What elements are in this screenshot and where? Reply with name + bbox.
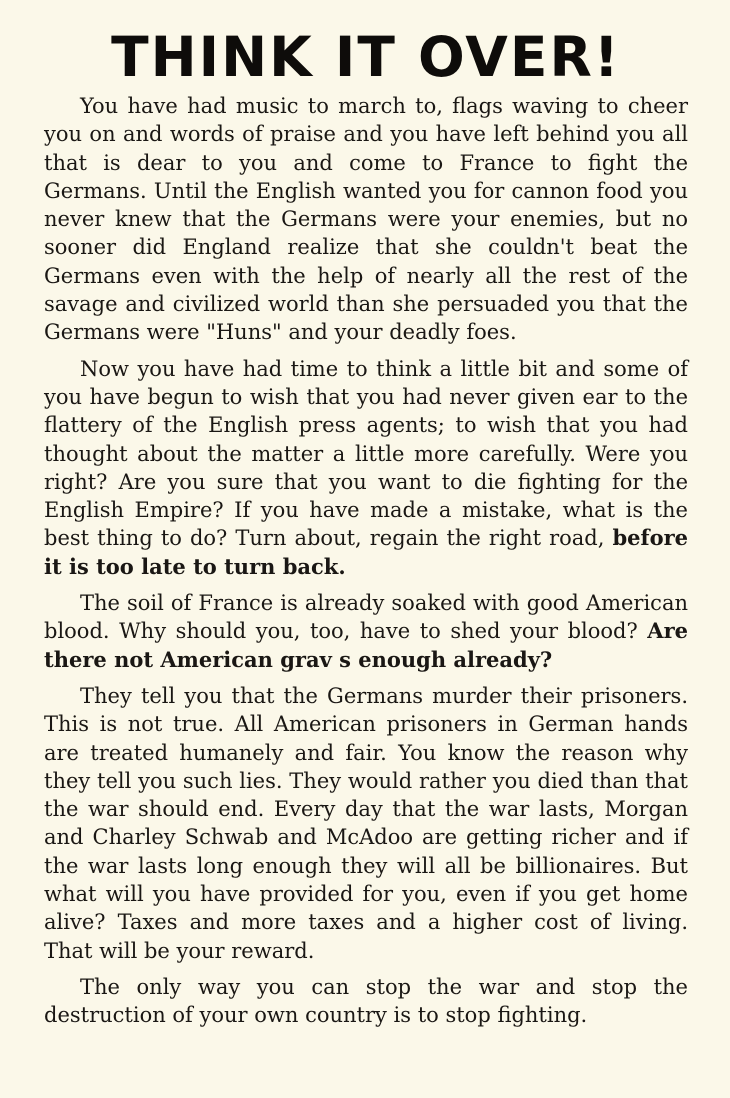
paragraph-3-text: The soil of France is already soaked with good American blood. Why should you, too, have to shed your blood?: [44, 591, 688, 644]
paragraph-5: [44, 973, 688, 1030]
paragraph-1: [44, 92, 688, 347]
paragraph-3-emphasis: Are there not American grav s enough already?: [44, 618, 688, 672]
paragraph-2-text: Now you have had time to think a little bit and some of you have begun to wish that you had never given ear to the flattery of the English press agents; to wish that you had thought about the matter a little more carefully. Were you right? Are you sure that you want to die fighting for the English Empire? If you have made a mistake, what is the best thing to do? Turn about, regain the right road,: [44, 356, 688, 551]
page-title: THINK IT OVER!: [111, 25, 621, 89]
paragraph-3: [44, 589, 688, 674]
paragraph-2-emphasis: before it is too late to turn back.: [44, 525, 688, 579]
paragraph-4-text: They tell you that the Germans murder their prisoners. This is not true. All American prisoners in German hands are treated humanely and fair. You know the reason why they tell you such lies. They would rather you died than that the war should end. Every day that the war lasts, Morgan and Charley Schwab and McAdoo are getting richer and if the war lasts long enough they will all be billionaires. But what will you have provided for you, even if you get home alive? Taxes and more taxes and a higher cost of living. That will be your reward.: [44, 683, 688, 963]
paragraph-5-text: The only way you can stop the war and stop the destruction of your own country is to stop fighting.: [44, 974, 688, 1028]
paragraph-2: [44, 355, 688, 581]
paragraph-1-text: You have had music to march to, flags waving to cheer you on and words of praise and you have left behind you all that is dear to you and come to France to fight the Germans. Until the English wanted you for cannon food you never knew that the Germans were your enemies, but no sooner did England realize that she couldn't beat the Germans even with the help of nearly all the rest of the savage and civilized world than she persuaded you that the Germans were "Huns" and your deadly foes.: [44, 94, 688, 345]
paragraph-4: [44, 682, 688, 965]
